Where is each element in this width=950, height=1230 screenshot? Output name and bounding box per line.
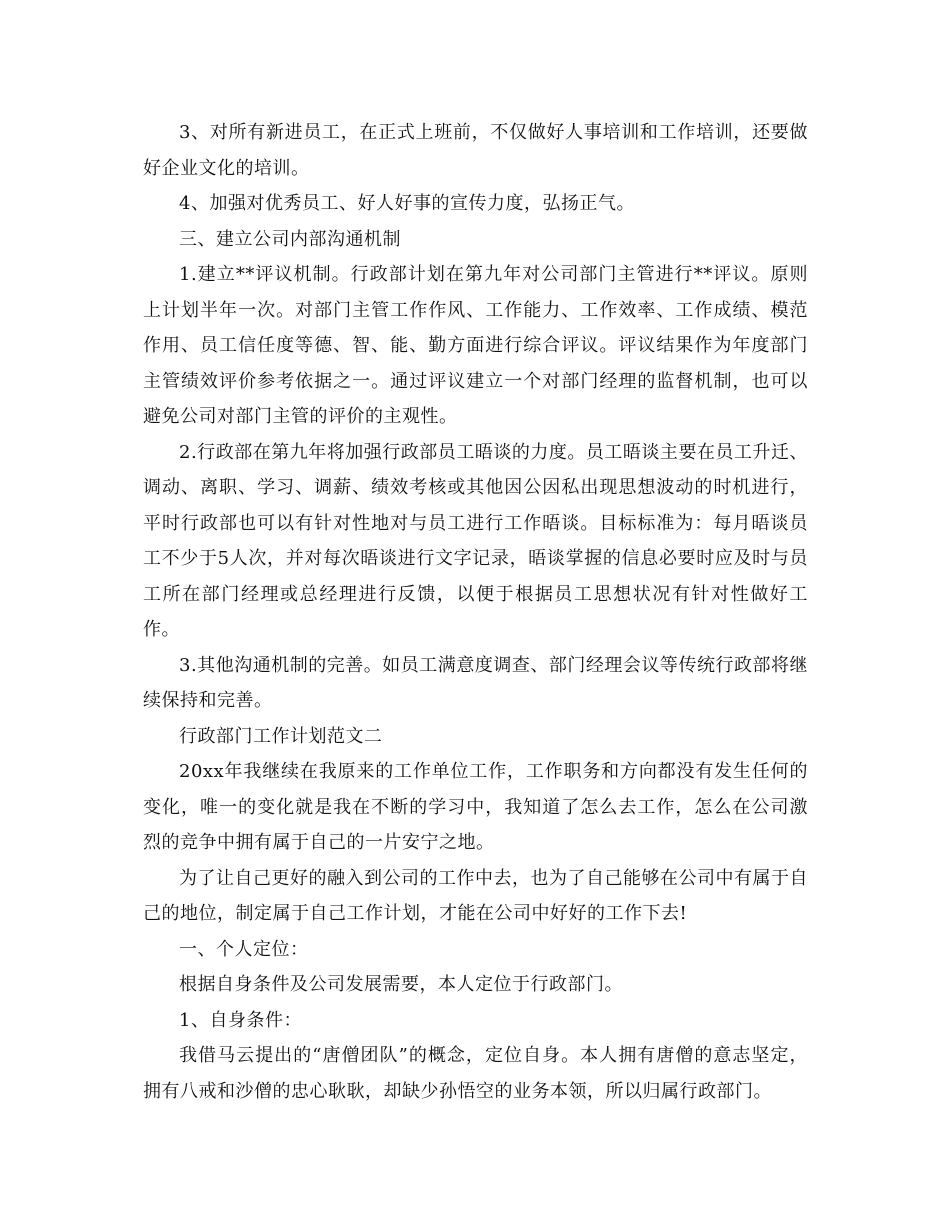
paragraph: 2.行政部在第九年将加强行政部员工晤谈的力度。员工晤谈主要在员工升迁、调动、离职、学习、调薪、绩效考核或其他因公因私出现思想波动的时机进行，平时行政部也可以有针对性地对与员工进行工作晤谈。目标标准为：每月晤谈员工不少于5人次，并对每次晤谈进行文字记录，晤谈掌握的信息必要时应及时与员工所在部门经理或总经理进行反馈，以便于根据员工思想状况有针对性做好工作。 — [143, 441, 808, 640]
paragraph: 3、对所有新进员工，在正式上班前，不仅做好人事培训和工作培训，还要做好企业文化的培训。 — [143, 122, 808, 179]
section-heading: 一、个人定位： — [179, 938, 309, 960]
document-body — [143, 115, 808, 1109]
section-heading: 1、自身条件： — [179, 1009, 302, 1031]
paragraph: 3.其他沟通机制的完善。如员工满意度调查、部门经理会议等传统行政部将继续保持和完善。 — [143, 654, 808, 711]
section-heading: 三、建立公司内部沟通机制 — [179, 228, 401, 250]
section-heading: 行政部门工作计划范文二 — [179, 725, 383, 747]
paragraph: 为了让自己更好的融入到公司的工作中去，也为了自己能够在公司中有属于自己的地位，制定属于自己工作计划，才能在公司中好好的工作下去! — [143, 867, 808, 924]
paragraph: 我借马云提出的“唐僧团队”的概念，定位自身。本人拥有唐僧的意志坚定，拥有八戒和沙僧的忠心耿耿，却缺少孙悟空的业务本领，所以归属行政部门。 — [143, 1045, 808, 1102]
paragraph: 20xx年我继续在我原来的工作单位工作，工作职务和方向都没有发生任何的变化，唯一的变化就是我在不断的学习中，我知道了怎么去工作，怎么在公司激烈的竞争中拥有属于自己的一片安宁之地。 — [143, 761, 808, 853]
paragraph: 4、加强对优秀员工、好人好事的宣传力度，弘扬正气。 — [179, 193, 635, 214]
paragraph: 根据自身条件及公司发展需要，本人定位于行政部门。 — [179, 974, 623, 995]
paragraph: 1.建立**评议机制。行政部计划在第九年对公司部门主管进行**评议。原则上计划半年一次。对部门主管工作作风、工作能力、工作效率、工作成绩、模范作用、员工信任度等德、智、能、勤方面进行综合评议。评议结果作为年度部门主管绩效评价参考依据之一。通过评议建立一个对部门经理的监督机制，也可以避免公司对部门主管的评价的主观性。 — [143, 264, 808, 427]
